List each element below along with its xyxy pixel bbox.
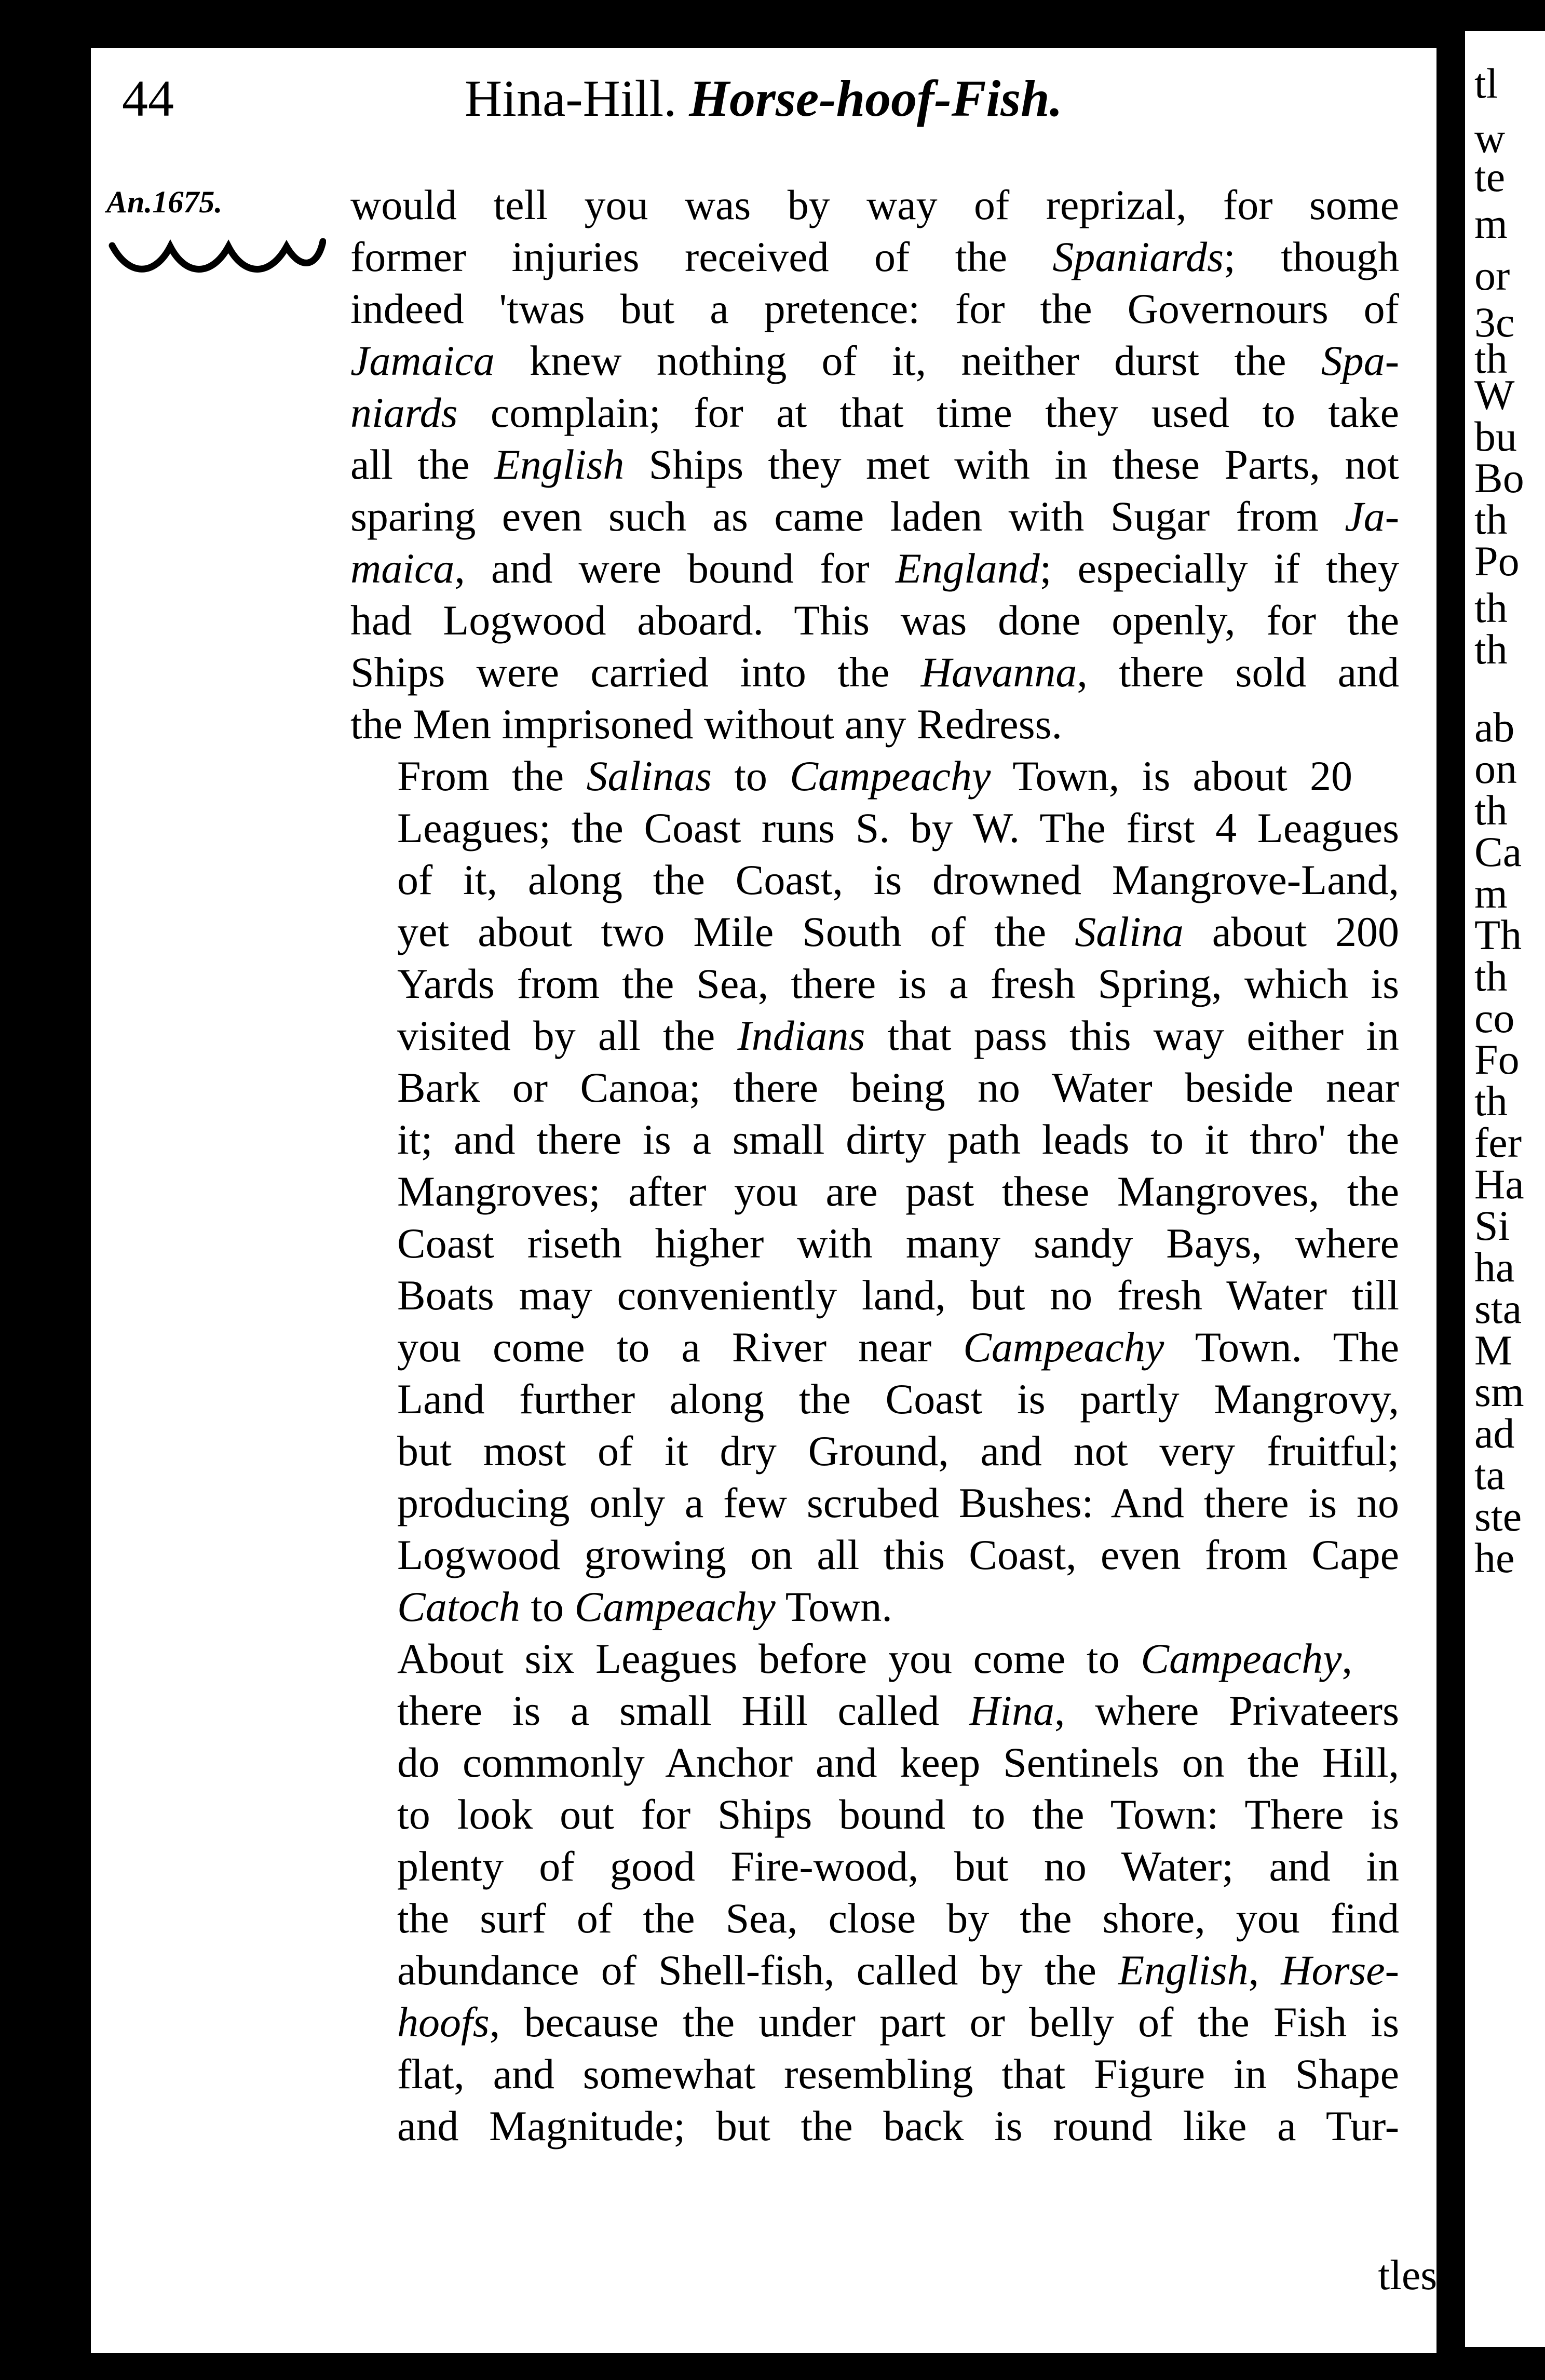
page-number: 44	[122, 70, 174, 127]
text-line	[350, 335, 1399, 387]
facing-line-fragment: th	[1474, 496, 1508, 543]
facing-line-fragment: W	[1474, 371, 1515, 418]
text-line	[350, 750, 1399, 802]
text-run: the Men imprisoned without any Redress.	[350, 700, 1063, 748]
italic-run: Campeachy	[963, 1323, 1164, 1371]
italic-run: Salina	[1075, 908, 1184, 955]
italic-run: Havanna	[920, 648, 1077, 696]
text-line	[350, 958, 1399, 1010]
text-run: it; and there is a small dirty path leads to it thro' the	[397, 1116, 1399, 1163]
italic-run: Spa-	[1321, 337, 1399, 384]
text-line	[350, 698, 1399, 750]
text-run: you come to a River near	[397, 1323, 964, 1371]
text-run: From the	[397, 752, 587, 800]
facing-line-fragment: Si	[1474, 1202, 1510, 1249]
text-run: knew nothing of it, neither durst the	[494, 337, 1321, 384]
facing-line-fragment: he	[1474, 1534, 1515, 1581]
text-run: ; especially if they	[1039, 545, 1399, 592]
running-head	[465, 70, 1063, 127]
italic-run: Catoch	[397, 1583, 520, 1630]
italic-run: Campeachy	[1141, 1635, 1342, 1682]
text-run: , there sold and	[1077, 648, 1400, 696]
italic-run: maica	[350, 545, 455, 592]
running-head-topic: Horse-hoof-Fish.	[689, 70, 1063, 127]
text-run: , where Privateers	[1054, 1687, 1400, 1734]
facing-line-fragment: bu	[1474, 413, 1517, 460]
text-run: to	[520, 1583, 575, 1630]
italic-run: Campeachy	[574, 1583, 776, 1630]
text-run: , because the under part or belly of the Fish is	[489, 1998, 1399, 2046]
text-line	[350, 387, 1399, 439]
italic-run: Hina	[969, 1687, 1054, 1734]
text-line	[350, 1789, 1399, 1841]
text-run: Leagues; the Coast runs S. by W. The first 4 Leagues	[397, 804, 1399, 851]
text-line	[350, 283, 1399, 335]
text-run: to	[711, 752, 790, 800]
text-line	[350, 179, 1399, 231]
text-line	[350, 1062, 1399, 1114]
paragraph	[350, 1633, 1399, 2152]
text-run: of it, along the Coast, is drowned Mangrove-Land,	[397, 856, 1399, 903]
facing-line-fragment: Ca	[1474, 828, 1522, 875]
text-line	[350, 594, 1399, 646]
facing-line-fragment: Po	[1474, 537, 1520, 585]
text-run: would tell you was by way of reprizal, for some	[350, 181, 1399, 228]
facing-line-fragment: 3c	[1474, 299, 1515, 346]
text-line	[350, 646, 1399, 698]
text-run: sparing even such as came laden with Sugar from	[350, 493, 1345, 540]
text-line	[350, 906, 1399, 958]
text-line	[350, 1269, 1399, 1321]
text-line	[350, 802, 1399, 854]
text-run: had Logwood aboard. This was done openly, for the	[350, 597, 1399, 644]
italic-run: Horse-	[1281, 1946, 1399, 1994]
text-run: Ships were carried into the	[350, 648, 921, 696]
facing-line-fragment: ha	[1474, 1243, 1515, 1291]
text-run: do commonly Anchor and keep Sentinels on the Hill,	[397, 1739, 1399, 1786]
text-run: former injuries received of the	[350, 233, 1053, 280]
text-run: the surf of the Sea, close by the shore, you find	[397, 1895, 1399, 1942]
text-line	[350, 1321, 1399, 1373]
italic-run: English	[494, 441, 625, 488]
italic-run: England	[895, 545, 1040, 592]
catchword: tles;	[1378, 2251, 1449, 2298]
facing-line-fragment: Bo	[1474, 454, 1524, 502]
text-run: Mangroves; after you are past these Mangroves, the	[397, 1168, 1399, 1215]
text-run: producing only a few scrubed Bushes: And there is no	[397, 1479, 1399, 1526]
facing-line-fragment: sta	[1474, 1285, 1522, 1332]
text-line	[350, 1581, 1399, 1633]
text-line	[350, 1944, 1399, 1996]
body-text	[350, 179, 1399, 2152]
facing-line-fragment: w	[1474, 114, 1506, 161]
text-run: Town, is about 20	[991, 752, 1352, 800]
text-run: Bark or Canoa; there being no Water beside near	[397, 1064, 1399, 1111]
text-line	[350, 1633, 1399, 1685]
text-run: , and were bound for	[454, 545, 896, 592]
text-run: Town.	[775, 1583, 892, 1630]
facing-line-fragment: m	[1474, 870, 1508, 917]
text-line	[350, 1685, 1399, 1737]
facing-line-fragment: ta	[1474, 1451, 1506, 1498]
italic-run: Salinas	[586, 752, 712, 800]
text-run: but most of it dry Ground, and not very fruitful;	[397, 1427, 1399, 1475]
facing-line-fragment: th	[1474, 1077, 1508, 1125]
text-run: visited by all the	[397, 1012, 738, 1059]
italic-run: hoofs	[397, 1998, 490, 2046]
text-run: indeed 'twas but a pretence: for the Governours of	[350, 285, 1399, 332]
text-line	[350, 1373, 1399, 1425]
facing-line-fragment: M	[1474, 1327, 1512, 1374]
text-run: Land further along the Coast is partly Mangrovy,	[397, 1375, 1399, 1423]
facing-line-fragment: th	[1474, 787, 1508, 834]
paragraph	[350, 179, 1399, 750]
text-run: that pass this way either in	[865, 1012, 1399, 1059]
text-line	[350, 1529, 1399, 1581]
text-run: ,	[1341, 1635, 1352, 1682]
text-run: abundance of Shell-fish, called by the	[397, 1946, 1119, 1994]
text-run: Town. The	[1164, 1323, 1399, 1371]
facing-line-fragment: Fo	[1474, 1036, 1520, 1083]
text-line	[350, 1737, 1399, 1789]
text-run: about 200	[1183, 908, 1399, 955]
text-run: Logwood growing on all this Coast, even from Cape	[397, 1531, 1399, 1578]
text-line	[350, 439, 1399, 491]
margin-ornament-flourish	[108, 230, 326, 277]
italic-run: Ja-	[1345, 493, 1399, 540]
text-line	[350, 2048, 1399, 2100]
italic-run: Jamaica	[350, 337, 495, 384]
paragraph	[350, 750, 1399, 1633]
text-line	[350, 1892, 1399, 1944]
text-run: and Magnitude; but the back is round like a Tur-	[397, 2102, 1399, 2149]
text-run: complain; for at that time they used to take	[457, 389, 1399, 436]
facing-line-fragment: or	[1474, 252, 1510, 299]
facing-line-fragment: th	[1474, 953, 1508, 1000]
italic-run: Campeachy	[790, 752, 991, 800]
text-line	[350, 1477, 1399, 1529]
text-line	[350, 1218, 1399, 1269]
text-line	[350, 1166, 1399, 1218]
text-run: plenty of good Fire-wood, but no Water; and in	[397, 1843, 1399, 1890]
facing-line-fragment: th	[1474, 335, 1508, 382]
facing-line-fragment: ab	[1474, 704, 1515, 751]
text-run: all the	[350, 441, 494, 488]
facing-line-fragment: Ha	[1474, 1160, 1524, 1208]
text-run: Coast riseth higher with many sandy Bays, where	[397, 1220, 1399, 1267]
text-run: ,	[1248, 1946, 1281, 1994]
text-run: to look out for Ships bound to the Town: There is	[397, 1791, 1399, 1838]
facing-line-fragment: tl	[1474, 60, 1498, 107]
text-line	[350, 1425, 1399, 1477]
italic-run: niards	[350, 389, 458, 436]
text-line	[350, 231, 1399, 283]
text-line	[350, 1114, 1399, 1166]
text-run: flat, and somewhat resembling that Figure in Shape	[397, 2050, 1399, 2098]
italic-run: Indians	[737, 1012, 865, 1059]
text-line	[350, 491, 1399, 543]
margin-year-note: An.1675.	[106, 185, 223, 219]
text-line	[350, 2100, 1399, 2152]
facing-line-fragment: fer	[1474, 1119, 1522, 1166]
text-line	[350, 543, 1399, 594]
text-line	[350, 1996, 1399, 2048]
facing-line-fragment: th	[1474, 626, 1508, 673]
facing-line-fragment: ad	[1474, 1410, 1515, 1457]
text-run: About six Leagues before you come to	[397, 1635, 1141, 1682]
text-run: Yards from the Sea, there is a fresh Spring, which is	[397, 960, 1399, 1007]
facing-line-fragment: sm	[1474, 1368, 1524, 1415]
text-run: there is a small Hill called	[397, 1687, 969, 1734]
facing-line-fragment: th	[1474, 584, 1508, 631]
text-run: yet about two Mile South of the	[397, 908, 1075, 955]
text-line	[350, 1841, 1399, 1892]
text-run: ; though	[1223, 233, 1399, 280]
italic-run: English	[1118, 1946, 1249, 1994]
text-run: Ships they met with in these Parts, not	[624, 441, 1399, 488]
facing-line-fragment: co	[1474, 994, 1515, 1042]
running-head-title: Hina-Hill.	[465, 70, 677, 127]
text-run: Boats may conveniently land, but no fresh Water till	[397, 1272, 1399, 1319]
facing-line-fragment: m	[1474, 200, 1508, 247]
text-line	[350, 1010, 1399, 1062]
text-line	[350, 854, 1399, 906]
facing-line-fragment: Th	[1474, 911, 1522, 958]
facing-line-fragment: on	[1474, 745, 1517, 792]
facing-line-fragment: ste	[1474, 1493, 1522, 1540]
italic-run: Spaniards	[1052, 233, 1224, 280]
facing-line-fragment: te	[1474, 153, 1506, 200]
